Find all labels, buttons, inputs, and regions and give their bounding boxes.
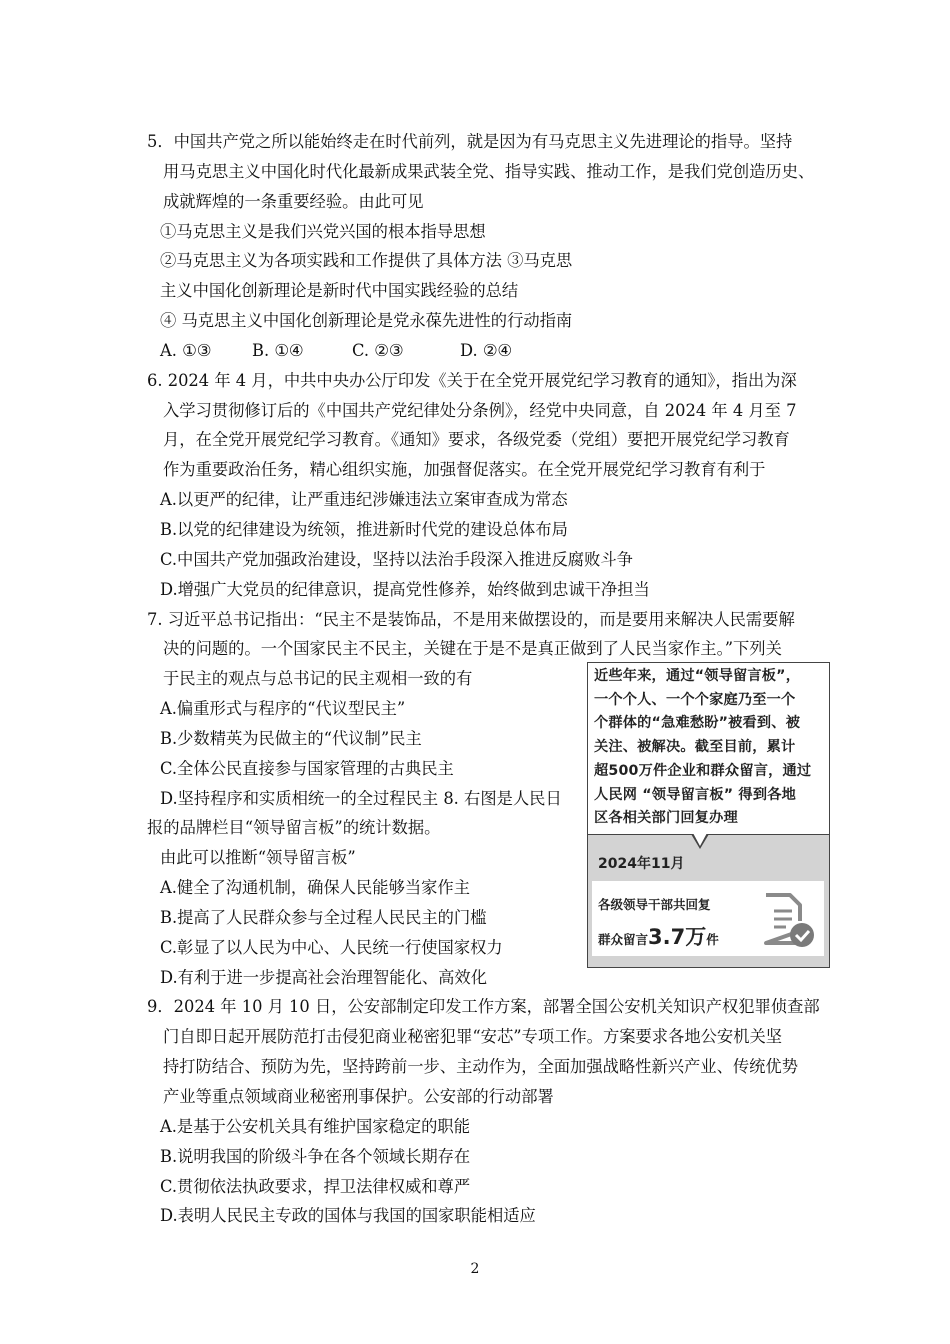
q7-stem-line: 于民主的观点与总书记的民主观相一致的有 [163,669,473,689]
q5-stem-line: 用马克思主义中国化时代化最新成果武装全党、指导实践、推动工作，是我们党创造历史、 [163,161,815,181]
q5-option-d: D. ②④ [460,340,513,360]
q6-stem-line: 入学习贯彻修订后的《中国共产党纪律处分条例》，经党中央同意，自 2024 年 4 月至 7 [163,400,797,420]
figure-text [588,663,829,835]
q9-stem-line: 门自即日起开展防范打击侵犯商业秘密犯罪“安芯”专项工作。方案要求各地公安机关坚 [163,1027,783,1047]
figure-text-line: 区各相关部门回复办理 [594,810,738,827]
q6-option-a: A.以更严的纪律，让严重违纪涉嫌违法立案审查成为常态 [160,490,568,510]
q6-option-c: C.中国共产党加强政治建设，坚持以法治手段深入推进反腐败斗争 [160,549,633,569]
q9-option-a: A.是基于公安机关具有维护国家稳定的职能 [160,1116,470,1136]
q9-stem-line: 9．2024 年 10 月 10 日，公安部制定印发工作方案，部署全国公安机关知识产权犯罪侦查部 [147,997,820,1017]
figure-text-line: 超500万件企业和群众留言，通过 [594,762,812,779]
q9-option-d: D.表明人民民主专政的国体与我国的国家职能相适应 [160,1206,536,1226]
q5-option-c: C. ②③ [352,340,404,360]
q6-stem-line: 作为重要政治任务，精心组织实施，加强督促落实。在全党开展党纪学习教育有利于 [163,460,766,480]
q5-options [0,336,950,366]
q6-option-d: D.增强广大党员的纪律意识，提高党性修养，始终做到忠诚干净担当 [160,579,650,599]
q9-option-b: B.说明我国的阶级斗争在各个领域长期存在 [160,1146,471,1166]
stat-prefix: 群众留言 [598,932,649,947]
q5-stem-line: 5．中国共产党之所以能始终走在时代前列，就是因为有马克思主义先进理论的指导。坚持 [147,132,793,151]
q8-option-c: C.彰显了以人民为中心、人民统一行使国家权力 [160,937,503,957]
q7-option-a: A.偏重形式与程序的“代议型民主” [160,699,406,719]
q5-stem-line: 成就辉煌的一条重要经验。由此可见 [163,191,424,211]
speech-bubble-pointer [691,834,709,849]
figure-date: 2024年11月 [598,856,685,872]
stat-line1: 各级领导干部共回复 [598,897,711,912]
figure-text-line: 个群体的“急难愁盼”被看到、被 [594,715,801,732]
q5-item: ②马克思主义为各项实践和工作提供了具体方法 ③马克思 [160,251,573,271]
q8-option-a: A.健全了沟通机制，确保人民能够当家作主 [160,878,470,898]
q6-stem-line: 月，在全党开展党纪学习教育。《通知》要求，各级党委（党组）要把开展党纪学习教育 [163,430,790,450]
q8-figure [587,662,830,968]
q6-stem-line: 6. 2024 年 4 月，中共中央办公厅印发《关于在全党开展党纪学习教育的通知》，指出为深 [147,370,797,390]
q9-stem-line: 持打防结合、预防为先，坚持跨前一步、主动作为，全面加强战略性新兴产业、传统优势 [163,1057,798,1077]
q7-stem-line: 决的问题的。一个国家民主不民主，关键在于是不是真正做到了人民当家作主。”下列关 [163,639,782,659]
figure-stat-panel [592,881,824,956]
q5-item: ①马克思主义是我们兴党兴国的根本指导思想 [160,221,486,241]
q7-stem-line: 7. 习近平总书记指出：“民主不是装饰品，不是用来做摆设的，而是要用来解决人民需要解 [147,609,795,629]
q8-option-b: B.提高了人民群众参与全过程人民民主的门槛 [160,907,487,927]
figure-text-line: 关注、被解决。截至目前，累计 [594,739,796,756]
q8-stem-line: 由此可以推断“领导留言板” [160,848,356,868]
q6-option-b: B.以党的纪律建设为统领，推进新时代党的建设总体布局 [160,519,568,539]
q5-item: 主义中国化创新理论是新时代中国实践经验的总结 [160,281,519,301]
q8-stem-line: 报的品牌栏目“领导留言板”的统计数据。 [147,818,441,838]
stat-value: 3.7万 [648,925,707,949]
q5-option-a: A. ①③ [160,340,212,360]
stat-line2 [598,921,719,951]
q5-item: ④ 马克思主义中国化创新理论是党永葆先进性的行动指南 [160,311,573,331]
q9-stem-line: 产业等重点领域商业秘密刑事保护。公安部的行动部署 [163,1087,554,1106]
page-number: 2 [470,1261,480,1277]
figure-text-line: 人民网 “领导留言板” 得到各地 [594,786,796,803]
figure-text-line: 近些年来，通过“领导留言板”， [594,668,801,684]
q9-option-c: C.贯彻依法执政要求，捍卫法律权威和尊严 [160,1176,471,1196]
q8-option-d: D.有利于进一步提高社会治理智能化、高效化 [160,967,487,987]
document-check-icon [756,891,816,949]
q7-option-c: C.全体公民直接参与国家管理的古典民主 [160,758,454,778]
q7-option-d: D.坚持程序和实质相统一的全过程民主 8. 右图是人民日 [160,788,562,808]
q5-option-b: B. ①④ [252,340,304,360]
q7-option-b: B.少数精英为民做主的“代议制”民主 [160,728,422,748]
figure-text-line: 一个个人、一个个家庭乃至一个 [594,691,796,708]
stat-suffix: 件 [706,932,719,947]
